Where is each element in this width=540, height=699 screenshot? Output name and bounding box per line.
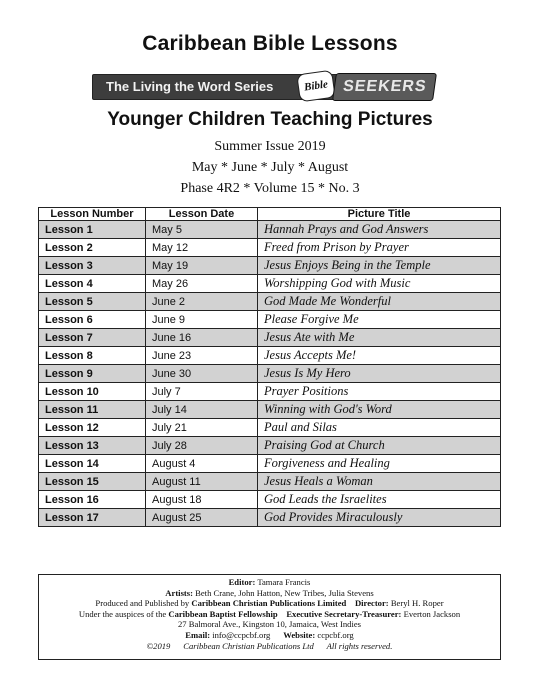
lesson-number-cell: Lesson 12 [39, 419, 146, 437]
table-row [39, 509, 501, 527]
header-picture-title: Picture Title [258, 208, 501, 221]
produced-prefix: Produced and Published by [95, 598, 190, 609]
email-label: Email: [185, 629, 211, 640]
lesson-date-cell: August 11 [146, 473, 258, 491]
series-banner [92, 71, 448, 101]
seekers-logo: SEEKERS [332, 73, 437, 101]
lesson-number-cell: Lesson 6 [39, 311, 146, 329]
table-row [39, 455, 501, 473]
copyright-year: ©2019 [146, 640, 171, 651]
contact-line [39, 630, 500, 641]
lesson-number-cell: Lesson 9 [39, 365, 146, 383]
picture-title-cell: Forgiveness and Healing [258, 455, 501, 473]
lesson-number-cell: Lesson 17 [39, 509, 146, 527]
publisher-line [39, 598, 500, 609]
table-row [39, 473, 501, 491]
table-header-row [39, 208, 501, 221]
picture-title-cell: God Provides Miraculously [258, 509, 501, 527]
document-subtitle: Younger Children Teaching Pictures [107, 109, 433, 130]
table-row [39, 311, 501, 329]
director-label: Director: [354, 598, 389, 609]
bible-logo: Bible [296, 70, 336, 103]
copyright-line [39, 641, 500, 652]
lesson-date-cell: August 18 [146, 491, 258, 509]
editor-label: Editor: [228, 577, 256, 587]
picture-title-cell: Freed from Prison by Prayer [258, 239, 501, 257]
lesson-date-cell: June 9 [146, 311, 258, 329]
website-label: Website: [283, 629, 316, 640]
picture-title-cell: God Made Me Wonderful [258, 293, 501, 311]
table-row [39, 383, 501, 401]
series-name: The Living the Word Series [106, 79, 274, 94]
address-line: 27 Balmoral Ave., Kingston 10, Jamaica, West Indies [177, 619, 361, 630]
table-row [39, 257, 501, 275]
table-row [39, 401, 501, 419]
table-row [39, 437, 501, 455]
issue-line: Summer Issue 2019 [214, 139, 326, 154]
picture-title-cell: Please Forgive Me [258, 311, 501, 329]
lesson-number-cell: Lesson 3 [39, 257, 146, 275]
lesson-date-cell: May 12 [146, 239, 258, 257]
website-link[interactable]: ccpcbf.org [317, 629, 354, 640]
header-lesson-date: Lesson Date [146, 208, 258, 221]
picture-title-cell: Prayer Positions [258, 383, 501, 401]
months-line: May * June * July * August [191, 160, 349, 175]
table-row [39, 221, 501, 239]
picture-title-cell: Jesus Is My Hero [258, 365, 501, 383]
table-row [39, 419, 501, 437]
table-row [39, 293, 501, 311]
lesson-date-cell: June 23 [146, 347, 258, 365]
lesson-date-cell: June 30 [146, 365, 258, 383]
picture-title-cell: Jesus Enjoys Being in the Temple [258, 257, 501, 275]
rights-text: All rights reserved. [326, 640, 393, 651]
lesson-date-cell: August 25 [146, 509, 258, 527]
lesson-date-cell: May 26 [146, 275, 258, 293]
lesson-date-cell: July 7 [146, 383, 258, 401]
lesson-number-cell: Lesson 10 [39, 383, 146, 401]
publisher-name: Caribbean Christian Publications Limited [191, 598, 347, 609]
lessons-table-body [39, 221, 501, 527]
artists-label: Artists: [165, 587, 193, 598]
phase-line: Phase 4R2 * Volume 15 * No. 3 [180, 181, 360, 196]
lesson-number-cell: Lesson 15 [39, 473, 146, 491]
picture-title-cell: Hannah Prays and God Answers [258, 221, 501, 239]
lesson-number-cell: Lesson 11 [39, 401, 146, 419]
picture-title-cell: Winning with God's Word [258, 401, 501, 419]
artists-names: Beth Crane, John Hatton, New Tribes, Julia Stevens [195, 587, 374, 598]
lesson-date-cell: July 28 [146, 437, 258, 455]
table-row [39, 365, 501, 383]
picture-title-cell: Worshipping God with Music [258, 275, 501, 293]
lesson-date-cell: May 19 [146, 257, 258, 275]
lesson-date-cell: July 21 [146, 419, 258, 437]
director-name: Beryl H. Roper [390, 598, 444, 609]
lesson-number-cell: Lesson 14 [39, 455, 146, 473]
picture-title-cell: Jesus Ate with Me [258, 329, 501, 347]
lesson-number-cell: Lesson 4 [39, 275, 146, 293]
lesson-date-cell: August 4 [146, 455, 258, 473]
lesson-number-cell: Lesson 5 [39, 293, 146, 311]
artists-line [39, 588, 500, 599]
document-title: Caribbean Bible Lessons [142, 32, 398, 55]
lesson-date-cell: June 16 [146, 329, 258, 347]
table-row [39, 329, 501, 347]
picture-title-cell: Jesus Heals a Woman [258, 473, 501, 491]
fellowship-name: Caribbean Baptist Fellowship [168, 608, 278, 619]
table-row [39, 239, 501, 257]
editor-line [39, 577, 500, 588]
picture-title-cell: God Leads the Israelites [258, 491, 501, 509]
lesson-number-cell: Lesson 1 [39, 221, 146, 239]
picture-title-cell: Paul and Silas [258, 419, 501, 437]
lesson-number-cell: Lesson 16 [39, 491, 146, 509]
picture-title-cell: Jesus Accepts Me! [258, 347, 501, 365]
email-link[interactable]: info@ccpcbf.org [212, 629, 271, 640]
lesson-number-cell: Lesson 7 [39, 329, 146, 347]
lesson-number-cell: Lesson 8 [39, 347, 146, 365]
table-row [39, 491, 501, 509]
auspices-prefix: Under the auspices of the [78, 608, 167, 619]
picture-title-cell: Praising God at Church [258, 437, 501, 455]
header-lesson-number: Lesson Number [39, 208, 146, 221]
lesson-date-cell: June 2 [146, 293, 258, 311]
lesson-date-cell: May 5 [146, 221, 258, 239]
lesson-number-cell: Lesson 13 [39, 437, 146, 455]
copyright-holder: Caribbean Christian Publications Ltd [183, 640, 314, 651]
table-row [39, 347, 501, 365]
lesson-number-cell: Lesson 2 [39, 239, 146, 257]
credits-box [38, 574, 501, 660]
auspices-line [39, 609, 500, 620]
table-row [39, 275, 501, 293]
editor-name: Tamara Francis [257, 577, 311, 587]
lesson-date-cell: July 14 [146, 401, 258, 419]
exec-label: Executive Secretary-Treasurer: [286, 608, 402, 619]
exec-name: Everton Jackson [403, 608, 461, 619]
lessons-table [38, 207, 501, 527]
